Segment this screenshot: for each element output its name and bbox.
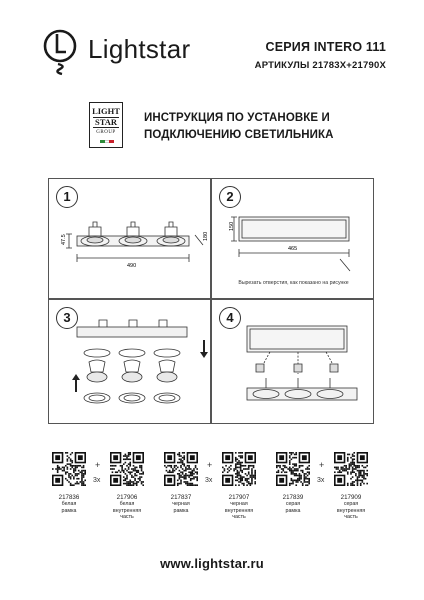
qr-code-icon bbox=[110, 452, 144, 486]
product-code: 217909 bbox=[340, 494, 362, 501]
product-articles bbox=[50, 452, 376, 532]
group-logo-line3: GROUP bbox=[96, 130, 116, 135]
product-name-l1: серая внутренняя bbox=[336, 501, 366, 514]
product-name-l2: рамка bbox=[173, 507, 189, 514]
step-number-4: 4 bbox=[219, 307, 241, 329]
instruction-title bbox=[144, 110, 334, 144]
step-panel-4 bbox=[211, 299, 374, 424]
dim-depth-label: 180 bbox=[203, 231, 209, 241]
qr-code-icon bbox=[164, 452, 198, 486]
product-code: 217836 bbox=[58, 494, 80, 501]
product-name-l2: часть bbox=[120, 514, 134, 520]
arrow-down-icon bbox=[200, 340, 208, 358]
instruction-line1: ИНСТРУКЦИЯ ПО УСТАНОВКЕ И bbox=[144, 112, 330, 124]
plus-sign: + bbox=[319, 460, 325, 470]
product-name-l2: часть bbox=[344, 514, 358, 520]
product-name-l2: часть bbox=[232, 514, 246, 520]
product-name-l1: белая bbox=[61, 501, 77, 507]
product-item bbox=[330, 452, 372, 521]
quantity-label: 3x bbox=[93, 477, 101, 484]
quantity-label: 3x bbox=[205, 477, 213, 484]
website-url: www.lightstar.ru bbox=[160, 556, 264, 571]
cutout-height-label: 150 bbox=[229, 221, 235, 231]
series-block bbox=[255, 40, 386, 71]
product-name-l2: рамка bbox=[285, 507, 301, 514]
step-panel-2 bbox=[211, 178, 374, 299]
product-code: 217837 bbox=[170, 494, 192, 501]
group-logo-line1: LIGHT bbox=[92, 106, 120, 116]
qr-code-icon bbox=[334, 452, 368, 486]
step-number-2: 2 bbox=[219, 186, 241, 208]
plus-sign: + bbox=[95, 460, 101, 470]
series-articles: АРТИКУЛЫ 21783X+21790X bbox=[254, 60, 386, 71]
product-name-l1: белая внутренняя bbox=[112, 501, 142, 514]
step-number-1: 1 bbox=[56, 186, 78, 208]
cutout-width-label: 465 bbox=[288, 246, 298, 252]
product-item bbox=[160, 452, 202, 514]
cutout-note: Вырезать отверстия, как показано на рисунке bbox=[238, 280, 349, 286]
arrow-up-icon bbox=[72, 374, 80, 392]
product-item bbox=[106, 452, 148, 521]
step-panel-3 bbox=[48, 299, 211, 424]
product-name-l1: черная внутренняя bbox=[224, 501, 254, 514]
lightstar-group-logo bbox=[89, 102, 123, 148]
product-name-l2: рамка bbox=[61, 507, 77, 514]
product-item bbox=[218, 452, 260, 521]
series-title: СЕРИЯ INTERO 111 bbox=[265, 40, 386, 54]
qr-code-icon bbox=[52, 452, 86, 486]
dim-height-label: 47.5 bbox=[61, 234, 67, 245]
dim-width-label: 490 bbox=[127, 263, 137, 269]
product-code: 217907 bbox=[228, 494, 250, 501]
product-name-l1: черная bbox=[172, 501, 190, 507]
step-number-3: 3 bbox=[56, 307, 78, 329]
group-logo-line2: STAR bbox=[94, 117, 118, 127]
quantity-label: 3x bbox=[317, 477, 325, 484]
product-item bbox=[272, 452, 314, 514]
step-panel-1 bbox=[48, 178, 211, 299]
plus-sign: + bbox=[207, 460, 213, 470]
product-code: 217839 bbox=[282, 494, 304, 501]
instruction-line2: ПОДКЛЮЧЕНИЮ СВЕТИЛЬНИКА bbox=[144, 129, 334, 141]
product-name-l1: серая bbox=[285, 501, 301, 507]
brand-name: Lightstar bbox=[88, 34, 191, 64]
product-code: 217906 bbox=[116, 494, 138, 501]
italian-flag-icon bbox=[100, 140, 114, 143]
qr-code-icon bbox=[222, 452, 256, 486]
qr-code-icon bbox=[276, 452, 310, 486]
product-item bbox=[48, 452, 90, 514]
